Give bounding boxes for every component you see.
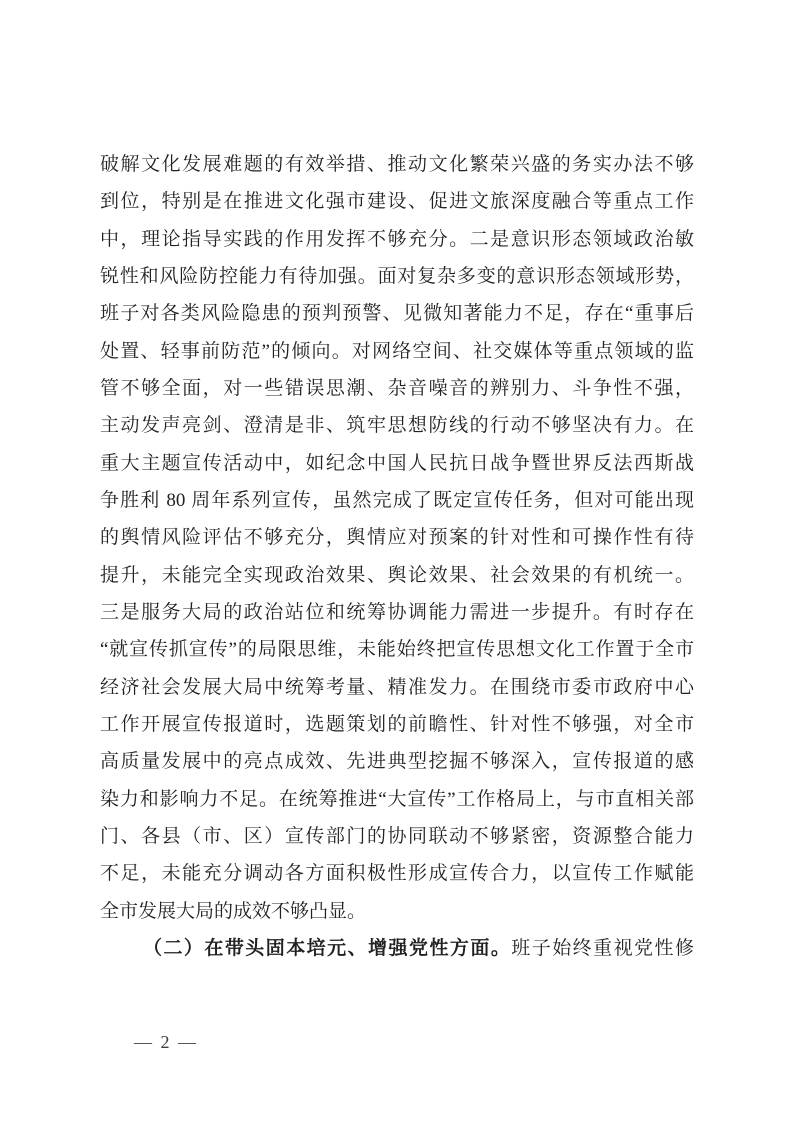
text-run: 到位，特别是在推进文化强市建设、促进文旅深度融合等重点工作 [100, 191, 694, 213]
text-run: 破解文化发展难题的有效举措、推动文化繁荣兴盛的务实办法不够 [100, 154, 694, 175]
text-line [100, 146, 694, 183]
text-run: 全市发展大局的成效不够凸显。 [100, 900, 367, 922]
text-run: 争胜利 80 周年系列宣传，虽然完成了既定宣传任务，但对可能出现 [100, 489, 694, 511]
text-run: 锐性和风险防控能力有待加强。面对复杂多变的意识形态领域形势， [100, 265, 694, 287]
text-line [100, 557, 694, 594]
text-line [100, 669, 694, 706]
text-line [100, 594, 694, 631]
text-run: 主动发声亮剑、澄清是非、筑牢思想防线的行动不够坚决有力。在 [100, 415, 694, 437]
text-run: 工作开展宣传报道时，选题策划的前瞻性、针对性不够强，对全市 [100, 713, 694, 735]
text-run: 班子对各类风险隐患的预判预警、见微知著能力不足，存在“重事后 [100, 303, 694, 325]
text-run: 中，理论指导实践的作用发挥不够充分。二是意识形态领域政治敏 [100, 228, 694, 250]
text-line [100, 333, 694, 370]
text-run: 三是服务大局的政治站位和统筹协调能力需进一步提升。有时存在 [100, 601, 694, 623]
text-line [100, 706, 694, 743]
text-run: 提升，未能完全实现政治效果、舆论效果、社会效果的有机统一。 [100, 564, 694, 586]
text-line [100, 295, 694, 332]
text-run: 管不够全面，对一些错误思潮、杂音噪音的辨别力、斗争性不强， [100, 377, 694, 399]
text-run: 重大主题宣传活动中，如纪念中国人民抗日战争暨世界反法西斯战 [100, 452, 694, 474]
text-run: “就宣传抓宣传”的局限思维，未能始终把宣传思想文化工作置于全市 [100, 639, 694, 661]
text-line [100, 893, 694, 930]
text-line [100, 743, 694, 780]
text-line [100, 781, 694, 818]
text-line [100, 818, 694, 855]
text-run: 处置、轻事前防范”的倾向。对网络空间、社交媒体等重点领域的监 [100, 340, 694, 362]
text-run: 门、各县（市、区）宣传部门的协同联动不够紧密，资源整合能力 [100, 825, 694, 847]
text-line [100, 930, 694, 967]
text-line [100, 482, 694, 519]
text-line [100, 855, 694, 892]
text-line [100, 445, 694, 482]
text-run: 高质量发展中的亮点成效、先进典型挖掘不够深入，宣传报道的感 [100, 751, 694, 773]
text-line [100, 631, 694, 668]
text-line [100, 370, 694, 407]
text-run: 经济社会发展大局中统筹考量、精准发力。在围绕市委市政府中心 [100, 676, 694, 698]
text-line [100, 519, 694, 556]
text-line [100, 258, 694, 295]
text-run: 班子始终重视党性修 [511, 937, 694, 959]
text-line [100, 183, 694, 220]
page-number: — 2 — [134, 1032, 196, 1052]
text-line [100, 221, 694, 258]
section-heading: （二）在带头固本培元、增强党性方面。 [143, 937, 512, 959]
text-block [100, 146, 694, 967]
text-line [100, 407, 694, 444]
text-run: 不足，未能充分调动各方面积极性形成宣传合力，以宣传工作赋能 [100, 863, 694, 885]
text-run: 的舆情风险评估不够充分，舆情应对预案的针对性和可操作性有待 [100, 527, 694, 549]
text-run: 染力和影响力不足。在统筹推进“大宣传”工作格局上，与市直相关部 [100, 788, 694, 810]
